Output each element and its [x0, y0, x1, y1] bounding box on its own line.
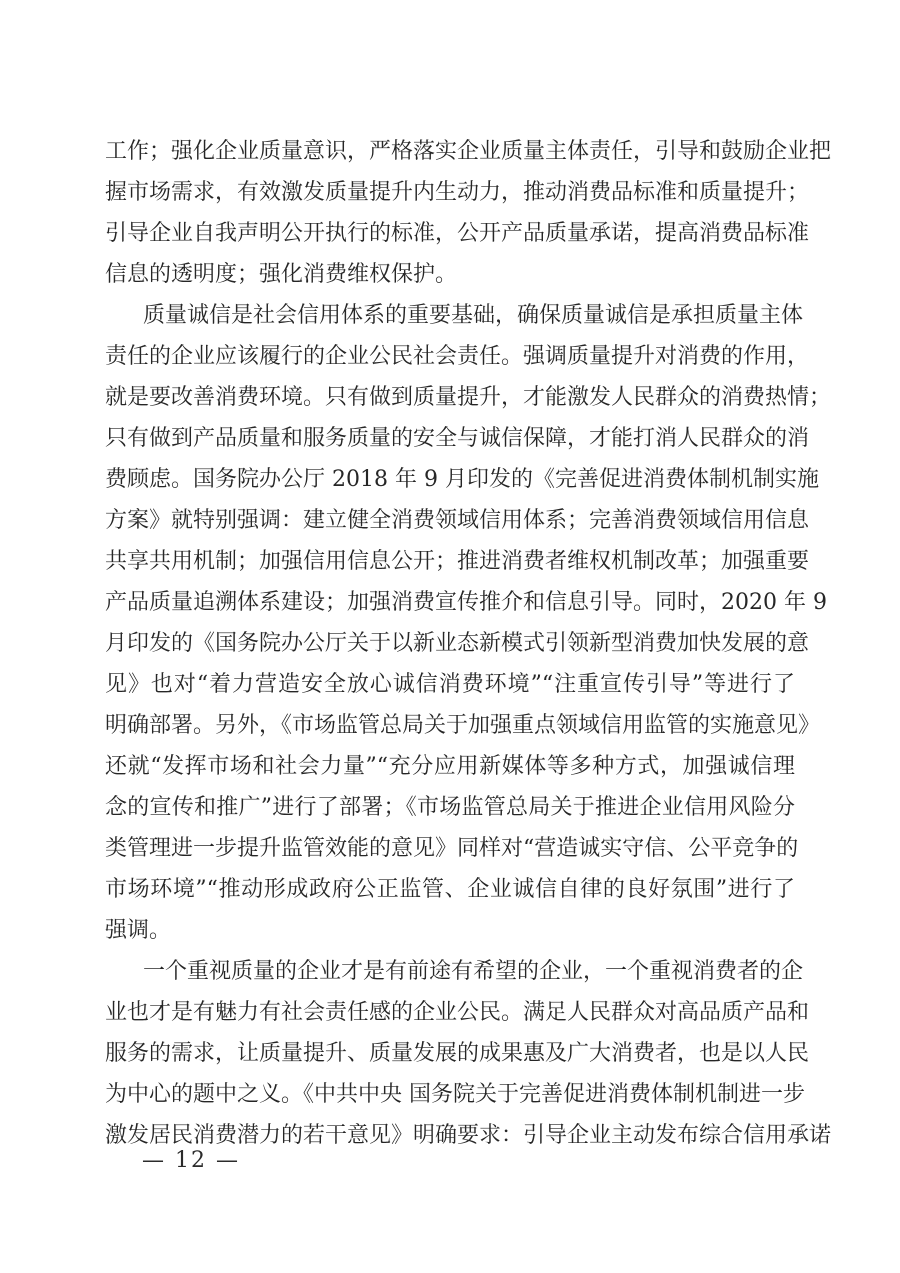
text-line: 明确部署。另外，《市场监管总局关于加强重点领域信用监管的实施意见》	[105, 713, 821, 738]
text-line: 产品质量追溯体系建设；加强消费宣传推介和信息引导。同时，2020 年 9	[105, 590, 827, 615]
text-line: 见》也对“着力营造安全放心诚信消费环境”“注重宣传引导”等进行了	[105, 672, 795, 697]
text-line: 费顾虑。国务院办公厅 2018 年 9 月印发的《完善促进消费体制机制实施	[105, 467, 819, 492]
text-line: 握市场需求，有效激发质量提升内生动力，推动消费品标准和质量提升；	[105, 180, 810, 205]
text-line: 还就“发挥市场和社会力量”“充分应用新媒体等多种方式，加强诚信理	[105, 754, 795, 779]
text-line: 工作；强化企业质量意识，严格落实企业质量主体责任，引导和鼓励企业把	[105, 139, 832, 164]
text-line: 月印发的《国务院办公厅关于以新业态新模式引领新型消费加快发展的意	[105, 631, 810, 656]
text-line: 市场环境”“推动形成政府公正监管、企业诚信自律的良好氛围”进行了	[105, 877, 795, 902]
text-line: 引导企业自我声明公开执行的标准，公开产品质量承诺，提高消费品标准	[105, 221, 810, 246]
text-line: 就是要改善消费环境。只有做到质量提升，才能激发人民群众的消费热情；	[105, 385, 832, 410]
text-line: 业也才是有魅力有社会责任感的企业公民。满足人民群众对高品质产品和	[105, 1000, 810, 1025]
paragraph	[105, 951, 832, 1156]
text-line: 方案》就特别强调：建立健全消费领域信用体系；完善消费领域信用信息	[105, 508, 810, 533]
text-line: 为中心的题中之义。《中共中央 国务院关于完善促进消费体制机制进一步	[105, 1082, 805, 1107]
paragraph	[105, 131, 832, 295]
page-number: — 12 —	[142, 1148, 240, 1173]
text-line: 服务的需求，让质量提升、质量发展的成果惠及广大消费者，也是以人民	[105, 1041, 810, 1066]
paragraph	[105, 295, 832, 951]
text-line: 类管理进一步提升监管效能的意见》同样对“营造诚实守信、公平竞争的	[105, 836, 799, 861]
text-line: 强调。	[105, 918, 172, 943]
text-line: 质量诚信是社会信用体系的重要基础，确保质量诚信是承担质量主体	[143, 303, 804, 328]
page-footer	[142, 1146, 240, 1176]
text-line: 激发居民消费潜力的若干意见》明确要求：引导企业主动发布综合信用承诺	[105, 1123, 832, 1148]
text-line: 念的宣传和推广”进行了部署；《市场监管总局关于推进企业信用风险分	[105, 795, 795, 820]
text-line: 责任的企业应该履行的企业公民社会责任。强调质量提升对消费的作用，	[105, 344, 810, 369]
text-line: 共享共用机制；加强信用信息公开；推进消费者维权机制改革；加强重要	[105, 549, 810, 574]
text-line: 只有做到产品质量和服务质量的安全与诚信保障，才能打消人民群众的消	[105, 426, 810, 451]
text-line: 一个重视质量的企业才是有前途有希望的企业，一个重视消费者的企	[143, 959, 804, 984]
document-body	[105, 131, 832, 1156]
text-line: 信息的透明度；强化消费维权保护。	[105, 262, 458, 287]
